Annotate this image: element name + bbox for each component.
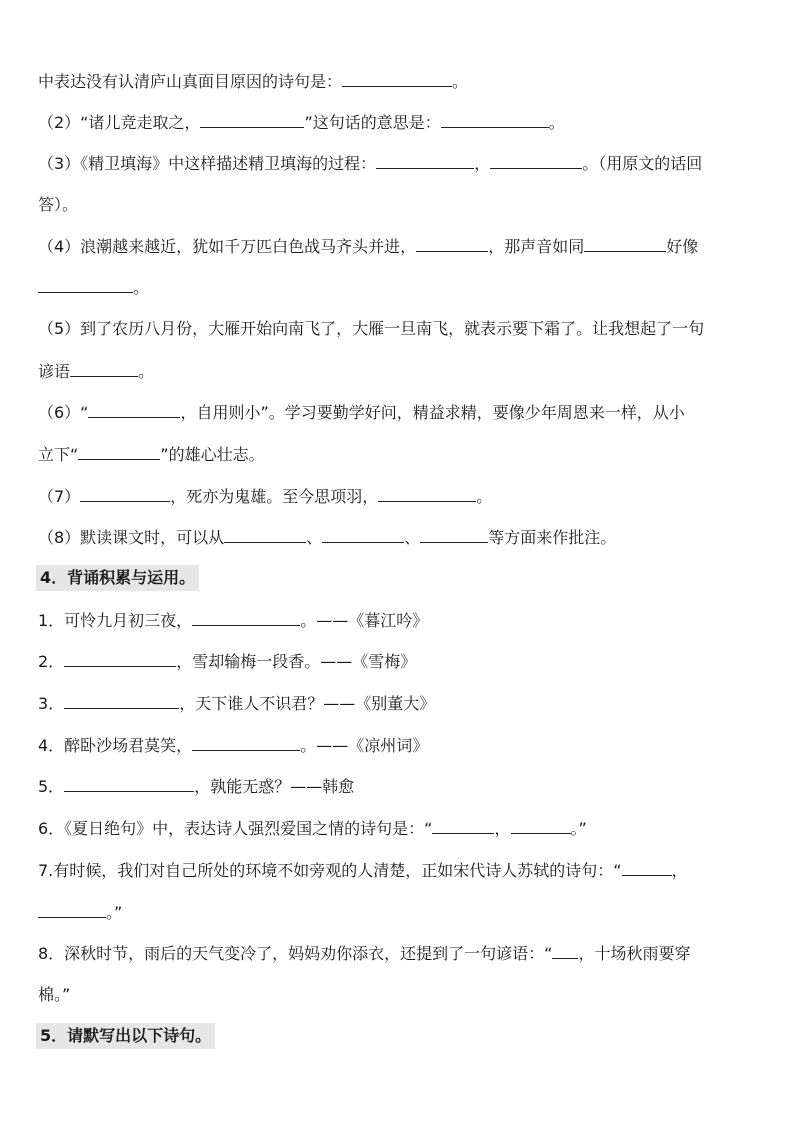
answer-blank[interactable] xyxy=(378,486,476,502)
answer-blank[interactable] xyxy=(38,902,106,918)
question-line: 1．可怜九月初三夜， 。——《暮江吟》 xyxy=(38,611,429,630)
answer-blank[interactable] xyxy=(224,527,306,543)
question-line: 4．醉卧沙场君莫笑， 。——《凉州词》 xyxy=(38,736,429,755)
question-line: 8．深秋时节，雨后的天气变冷了，妈妈劝你添衣，还提到了一句谚语：“ ，十场秋雨要穿 xyxy=(38,944,691,963)
section-heading: 4．背诵积累与运用。 xyxy=(36,565,199,591)
question-line: 2． ，雪却输梅一段香。——《雪梅》 xyxy=(38,652,417,671)
answer-blank[interactable] xyxy=(420,527,488,543)
answer-blank[interactable] xyxy=(322,527,404,543)
answer-blank[interactable] xyxy=(200,112,304,128)
question-line: 5． ，孰能无惑？——韩愈 xyxy=(38,777,355,796)
answer-blank[interactable] xyxy=(192,735,300,751)
question-line: （3）《精卫填海》中这样描述精卫填海的过程： ， 。（用原文的话回 xyxy=(38,154,703,173)
answer-blank[interactable] xyxy=(441,112,549,128)
question-line: 立下“ ”的雄心壮志。 xyxy=(38,445,265,464)
answer-blank[interactable] xyxy=(38,277,133,293)
answer-blank[interactable] xyxy=(64,693,179,709)
answer-blank[interactable] xyxy=(511,818,571,834)
question-line: 。” xyxy=(38,902,122,923)
answer-blank[interactable] xyxy=(376,153,474,169)
answer-blank[interactable] xyxy=(192,610,300,626)
question-line: 7.有时候，我们对自己所处的环境不如旁观的人清楚，正如宋代诗人苏轼的诗句：“ ， xyxy=(38,861,688,880)
answer-blank[interactable] xyxy=(342,71,452,87)
question-line: （2）“诸儿竞走取之， ”这句话的意思是： 。 xyxy=(38,113,565,132)
answer-blank[interactable] xyxy=(78,444,160,460)
answer-blank[interactable] xyxy=(584,236,666,252)
answer-blank[interactable] xyxy=(490,153,582,169)
answer-blank[interactable] xyxy=(64,776,194,792)
question-line: （5）到了农历八月份，大雁开始向南飞了，大雁一旦南飞，就表示要下霜了。让我想起了一句 xyxy=(38,319,705,338)
answer-blank[interactable] xyxy=(88,402,180,418)
answer-blank[interactable] xyxy=(622,860,672,876)
question-line: 中表达没有认清庐山真面目原因的诗句是： 。 xyxy=(38,72,469,91)
question-line: （7） ，死亦为鬼雄。至今思项羽， 。 xyxy=(38,487,493,506)
question-line: 6．《夏日绝句》中，表达诗人强烈爱国之情的诗句是：“ ， 。” xyxy=(38,819,587,838)
question-line: （6）“ ，自用则小”。学习要勤学好问，精益求精，要像少年周恩来一样，从小 xyxy=(38,403,685,422)
answer-blank[interactable] xyxy=(416,236,488,252)
question-line: 谚语 。 xyxy=(38,362,155,381)
section-heading: 5．请默写出以下诗句。 xyxy=(36,1023,215,1049)
question-line: 。 xyxy=(38,277,149,298)
question-line: （4）浪潮越来越近，犹如千万匹白色战马齐头并进， ，那声音如同 好像 xyxy=(38,237,699,256)
question-line: 棉。” xyxy=(38,985,71,1004)
question-line: 答）。 xyxy=(38,195,79,214)
answer-blank[interactable] xyxy=(70,361,138,377)
answer-blank[interactable] xyxy=(80,486,170,502)
answer-blank[interactable] xyxy=(552,943,578,959)
question-line: 3． ，天下谁人不识君？——《别董大》 xyxy=(38,694,436,713)
answer-blank[interactable] xyxy=(432,818,494,834)
question-line: （8）默读课文时，可以从 、 、 等方面来作批注。 xyxy=(38,528,617,547)
answer-blank[interactable] xyxy=(64,651,176,667)
